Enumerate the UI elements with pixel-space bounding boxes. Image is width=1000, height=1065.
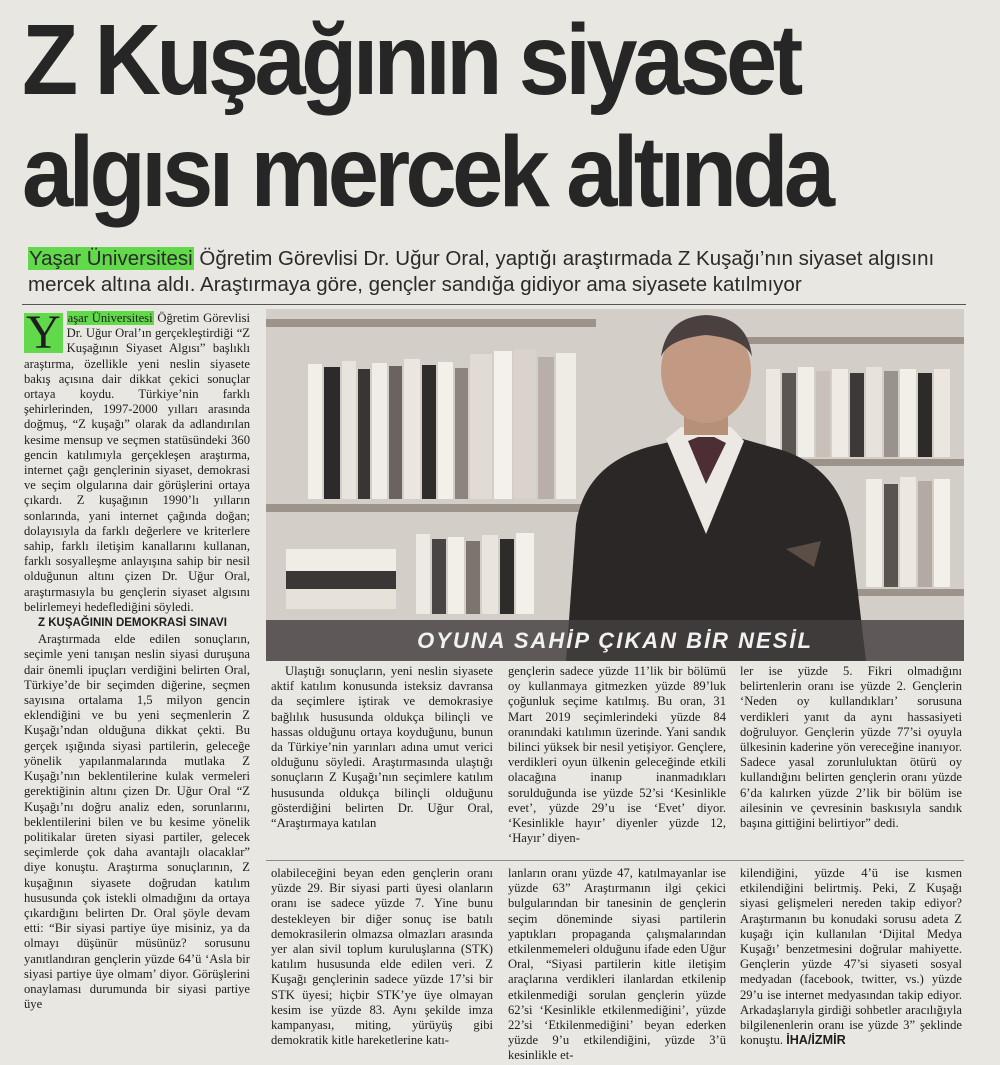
deck-highlight: Yaşar Üniversitesi — [29, 247, 193, 270]
column-4b — [740, 866, 962, 1049]
headline-line-2: algısı mercek altında — [22, 116, 831, 228]
column-4 — [740, 664, 962, 832]
photo-caption: OYUNA SAHİP ÇIKAN BİR NESİL — [266, 620, 964, 661]
column-2-text: Ulaştığı sonuçların, yeni neslin siyasete aktif katılım konusunda isteksiz davransa da seçimlere iştirak ve demokrasiye bağlılık hususunda oldukça bilinçli ve hassas olduğunu ortaya koyduğunu, bunun da Türkiye’nin yarınları adına umut verici olduğunu söyledi. Araştırmasında ulaştığı sonuçların Z Kuşağı’nın seçimlere katılım hususunda oldukça bilinçli olduğunu gösterdiğini belirten Dr. Uğur Oral, “Araştırmaya katılan — [271, 664, 493, 831]
deck-text: Öğretim Görevlisi Dr. Uğur Oral, yaptığı araştırmada Z Kuşağı’nın siyaset algısını mercek altına aldı. Araştırmaya göre, gençler sandığa gidiyor ama siyasete katılmıyor — [28, 247, 935, 296]
headline-line-1: Z Kuşağının siyaset — [22, 4, 799, 116]
paragraph-2: Araştırmada elde edilen sonuçların, seçimle yeni tanışan neslin siyasi duruşuna dair önemli ipuçları verdiğini belirten Oral, Türkiye’de bir seçimden diğerine, seçmen sayısına ortalama 1,5 milyon gencin eklendiğini ve bu yeni seçmenlerin Z Kuşağı’ndan olduğuna dikkat çekti. Bu gerçek ışığında siyasi partilerin, geleceğe yönelik yapılanmalarında mutlaka Z Kuşağı’nın beklentilerine kulak vermeleri gerektiğinin altını çizen Dr. Uğur Oral “Z Kuşağı’nı doğru analiz eden, sorunlarını, beklentilerini bilen ve bu kesime yönelik politikalar üreten siyasi partiler, gelecek seçimlerde çok daha avantajlı olacaklar” diye konuştu. Araştırma sonuçlarının, Z kuşağının siyasete doğrudan katılım hususunda çok istekli olmadığını da ortaya çıkardığını belirten Dr. Oral şöyle devam etti: “Bir siyasi partiye üye misiniz, ya da olmayı düşünür müsünüz? sorusunu yanıtlandıran gençlerin yüzde 64’ü ‘Asla bir siyasi partiye üye olmam’ diyor. Görüşlerini onaylaması durumunda bir siyasi partiye üye — [24, 632, 250, 1012]
middle-divider — [266, 860, 964, 861]
top-divider — [22, 304, 966, 305]
lead-highlight: aşar Üniversitesi — [67, 311, 153, 325]
deck — [28, 246, 978, 298]
portrait-photo — [266, 309, 964, 661]
headline — [22, 4, 905, 228]
lead-paragraph — [24, 306, 250, 615]
column-1 — [24, 306, 250, 1013]
column-2b — [271, 866, 493, 1049]
bookshelf-portrait-image — [266, 309, 964, 661]
column-3 — [508, 664, 726, 847]
column-3-text: gençlerin sadece yüzde 11’lik bir bölümü oy kullanmaya gitmezken yüzde 89’luk çoğunluk seçime katılmış. Bu oran, 31 Mart 2019 seçimlerindeki yüzde 84 oranındaki katılımın üzerinde. Yani sandık bilinci yüksek bir nesil yetişiyor. Gençlere, verdikleri oyun ülkenin geleceğinde etkili olacağına inanıp inanmadıkları sorulduğunda ise yüzde 52’si ‘Kesinlikle evet’, yüzde 29’u ise ‘Evet’ diyor. ‘Kesinlikle hayır’ diyenler yüzde 12, ‘Hayır’ diyen- — [508, 664, 726, 846]
column-3b-text: lanların oranı yüzde 47, katılmayanlar ise yüzde 63” Araştırmanın ilgi çekici bulgularından bir tanesinin de gençlerin seçim döneminde siyasi partilerin yaptıkları propaganda çalışmalarından etkilenmemeleri olduğunu ifade eden Uğur Oral, “Siyasi partilerin kitle iletişim araçlarına verdikleri ilanlardan etkilenip etkilenmediği sorulan gençlerin yüzde 62’si ‘Kesinlikle etkilenmediğini’, yüzde 22’si ‘Etkilenmediğini’ beyan ederken yüzde 9’u etkilendiğini, yüzde 3’ü kesinlikle et- — [508, 866, 726, 1063]
news-agency-credit: İHA/İZMİR — [786, 1033, 846, 1048]
column-4-text: ler ise yüzde 5. Fikri olmadığını belirtenlerin oranı ise yüzde 2. Gençlerin ‘Neden oy kullandıkları’ sorusuna verdikleri yanıt da aynı hassasiyeti doğruluyor. Gençlerin yüzde 77’si oyuyla ülkesinin kaderine yön vereceğine inanıyor. Sadece yasal zorunluluktan ötürü oy kullandığını belirten gençlerin oranı yüzde 6’da kalırken yüzde 2’lik bir bölüm ise ailesinin ve çevresinin baskısıyla sandık başına gittiğini belirtiyor” dedi. — [740, 664, 962, 831]
column-3b — [508, 866, 726, 1065]
drop-cap: Y — [26, 306, 61, 359]
column-4b-text — [740, 866, 962, 1048]
subhead: Z KUŞAĞININ DEMOKRASİ SINAVI — [38, 617, 227, 630]
column-2b-text: olabileceğini beyan eden gençlerin oranı yüzde 29. Bir siyasi parti üyesi olanların oranı ise sadece yüzde 7. Yine bunu destekleyen bir diğer sonuç ise batılı demokrasilerin olmazsa olmazları arasında yer alan sivil toplum kuruluşlarına (STK) katılım hususunda elde edilen veri. Z Kuşağı gençlerinin sadece yüzde 17’si bir STK üyesi; hiçbir STK’ye üye olmayan kesim ise yüzde 83. Aynı şekilde imza kampanyası, miting, yürüyüş gibi demokratik kitle hareketlerine katı- — [271, 866, 493, 1048]
column-2 — [271, 664, 493, 832]
lead-text: Öğretim Görevlisi Dr. Uğur Oral’ın gerçekleştirdiği “Z Kuşağının Siyaset Algısı” başlıklı araştırma, özellikle yeni neslin siyasete bakış açısına dair dikkat çekici sonuçlar ortaya koydu. Türkiye’nin farklı şehirlerinden, 1997-2000 yılları arasında doğmuş, “Z kuşağı” olarak da adlandırılan kesime mensup ve seçmen statüsündeki 360 gencin katılımıyla gerçekleşen araştırma, internet çağı gençlerinin siyaset, demokrasi ve seçim olgularına dair görüşlerini ortaya çıkardı. Z kuşağının 1990’lı yılların sonlarında, yani internet çağında doğan; dolayısıyla da farklı değerlere ve kriterlere sahip, farklı iletişim kanallarını kullanan, farklı sosyalleşme anlayışına sahip bir nesil olduğunun altını çizen Dr. Uğur Oral, araştırmasıyla bu gençlerin siyaset algısını belirlemeyi hedeflediğini söyledi. — [24, 311, 250, 614]
column-4b-body: kilendiğini, yüzde 4’ü ise kısmen etkilendiğini belirtmiş. Peki, Z Kuşağı siyasi gelişmeleri nereden takip ediyor? Araştırmanın bu konudaki sorusu adeta Z kuşağı için kullanılan ‘Dijital Medya Kuşağı’ benzetmesini doğrular mahiyette. Gençlerin yüzde 47’si siyaseti sosyal medyadan (facebook, twitter, vs.) yüzde 29’u ise internet medyasından takip ediyor. Arkadaşlarıyla girdiği sohbetler aracılığıyla bilgilenenlerin oranı ise yüzde 3” şeklinde konuştu. — [740, 866, 962, 1048]
